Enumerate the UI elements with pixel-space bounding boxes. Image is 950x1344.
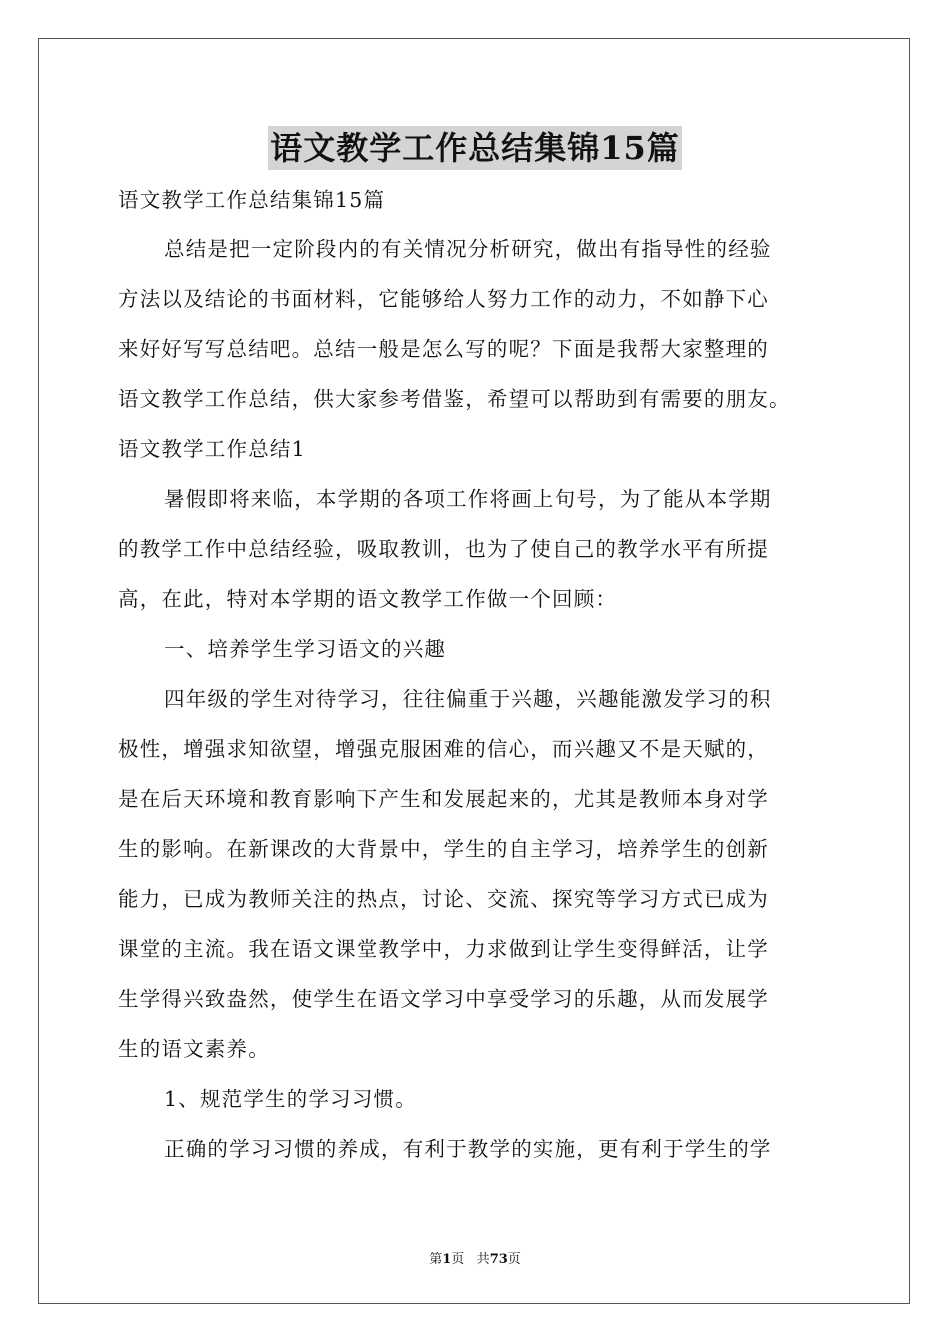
footer-page-suffix: 页 [451,1252,465,1267]
paragraph-line: 方法以及结论的书面材料，它能够给人努力工作的动力，不如静下心 [118,287,769,311]
subsection-heading: 一、培养学生学习语文的兴趣 [164,637,447,661]
document-title-wrap [0,126,950,170]
paragraph-line: 极性，增强求知欲望，增强克服困难的信心，而兴趣又不是天赋的， [118,737,769,761]
paragraph-line: 的教学工作中总结经验，吸取教训，也为了使自己的教学水平有所提 [118,537,769,561]
footer-total-prefix: 共 [476,1252,490,1267]
paragraph-line: 是在后天环境和教育影响下产生和发展起来的，尤其是教师本身对学 [118,787,769,811]
paragraph-line: 课堂的主流。我在语文课堂教学中，力求做到让学生变得鲜活，让学 [118,937,769,961]
paragraph-line: 生的语文素养。 [118,1037,270,1061]
paragraph-line: 总结是把一定阶段内的有关情况分析研究，做出有指导性的经验 [164,237,772,261]
document-title: 语文教学工作总结集锦15篇 [268,126,682,170]
paragraph-line: 生学得兴致盎然，使学生在语文学习中享受学习的乐趣，从而发展学 [118,987,769,1011]
paragraph-line: 来好好写写总结吧。总结一般是怎么写的呢？下面是我帮大家整理的 [118,337,769,361]
footer-page-number: 1 [442,1252,452,1267]
page-frame [38,38,910,1304]
list-item-heading: 1、规范学生的学习习惯。 [164,1087,417,1111]
paragraph-line: 四年级的学生对待学习，往往偏重于兴趣，兴趣能激发学习的积 [164,687,772,711]
subtitle-line: 语文教学工作总结集锦15篇 [118,188,386,212]
section-heading: 语文教学工作总结1 [118,437,306,461]
paragraph-line: 高，在此，特对本学期的语文教学工作做一个回顾： [118,587,618,611]
paragraph-line: 正确的学习习惯的养成，有利于教学的实施，更有利于学生的学 [164,1137,772,1161]
footer-page-prefix: 第 [429,1252,443,1267]
page-footer [0,1248,950,1267]
footer-total-pages: 73 [489,1252,508,1267]
paragraph-line: 暑假即将来临，本学期的各项工作将画上句号，为了能从本学期 [164,487,772,511]
paragraph-line: 能力，已成为教师关注的热点，讨论、交流、探究等学习方式已成为 [118,887,769,911]
paragraph-line: 生的影响。在新课改的大背景中，学生的自主学习，培养学生的创新 [118,837,769,861]
footer-total-suffix: 页 [507,1252,521,1267]
paragraph-line: 语文教学工作总结，供大家参考借鉴，希望可以帮助到有需要的朋友。 [118,387,791,411]
